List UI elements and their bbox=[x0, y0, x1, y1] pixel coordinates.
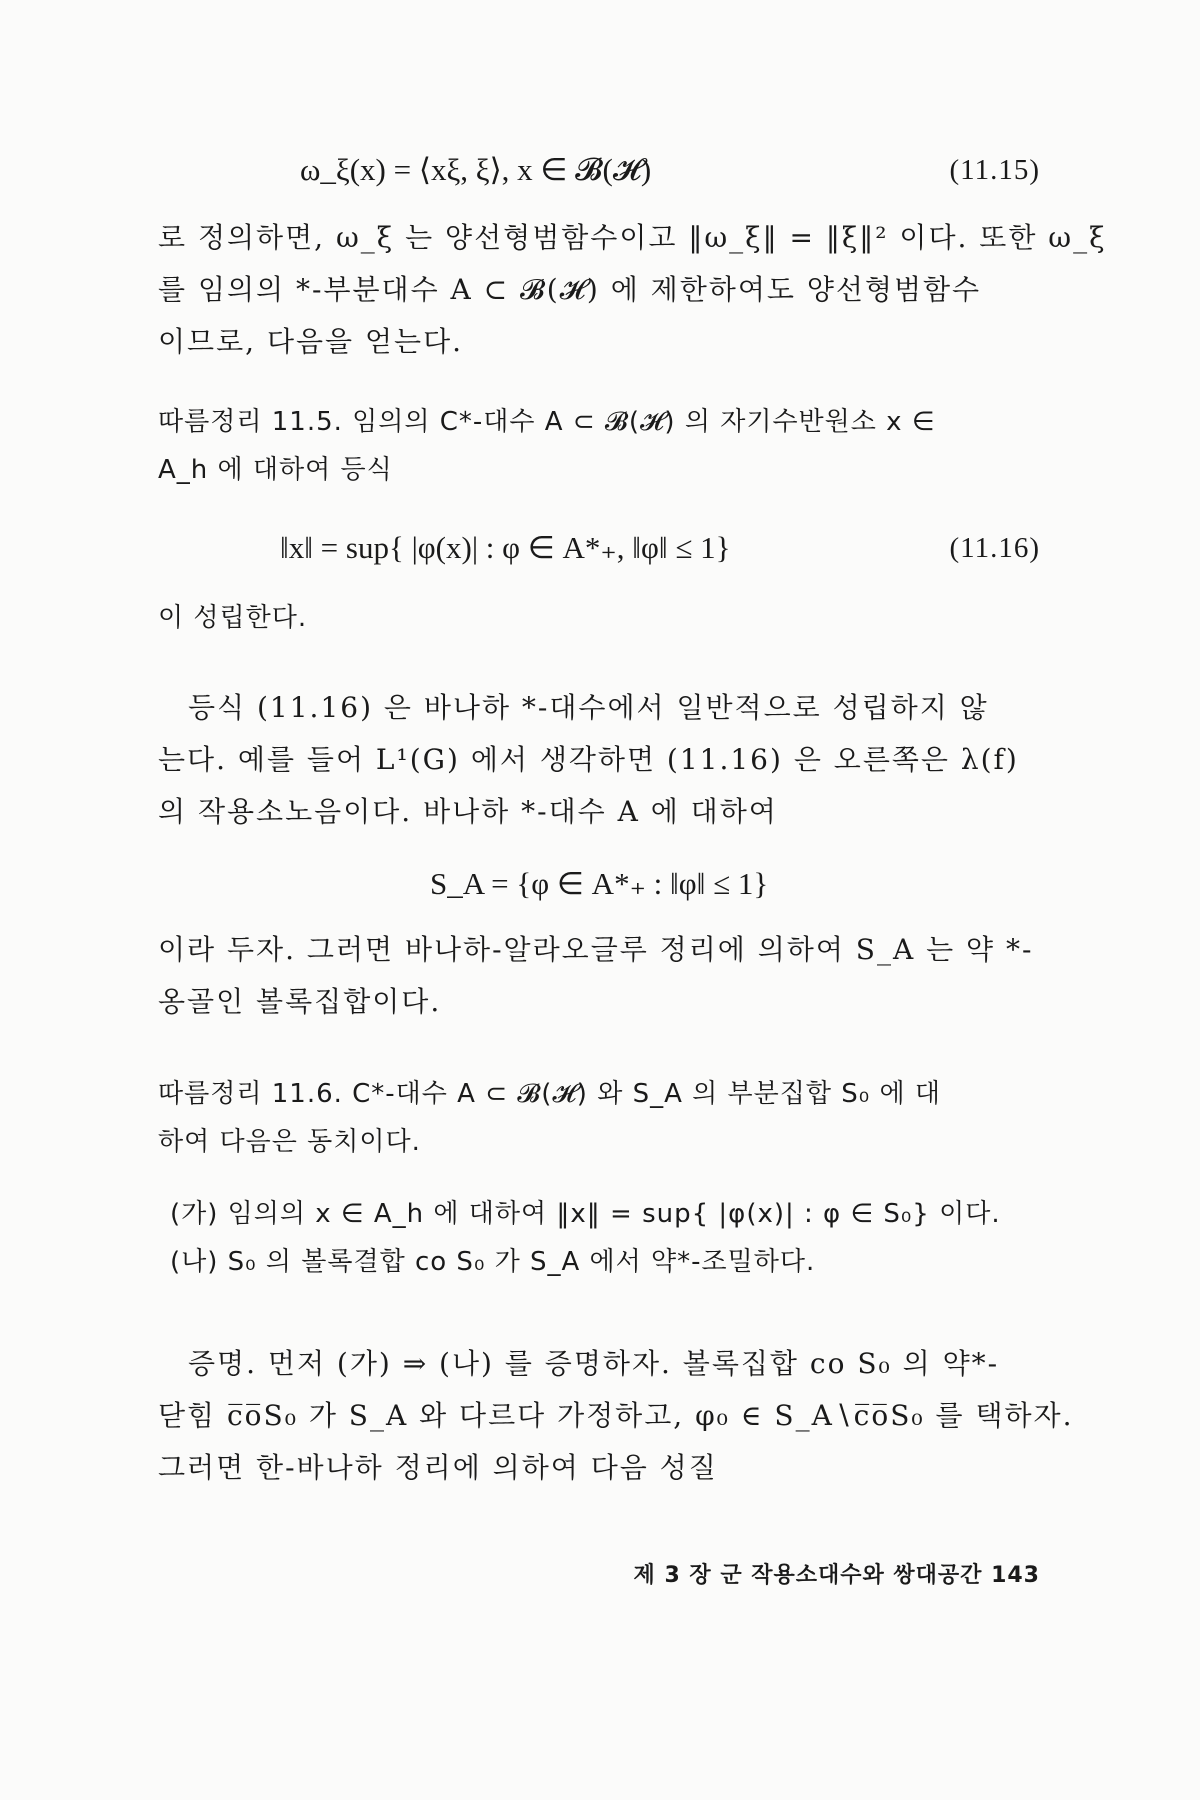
text-line: 옹골인 볼록집합이다. bbox=[158, 985, 442, 1018]
equation-number: (11.15) bbox=[949, 154, 1040, 186]
text-line: 이 성립한다. bbox=[158, 603, 308, 633]
corollary-11-6 bbox=[158, 1070, 1038, 1166]
corollary-line: 하여 다음은 동치이다. bbox=[158, 1127, 421, 1157]
text-line: 로 정의하면, ω_ξ 는 양선형범함수이고 ‖ω_ξ‖ = ‖ξ‖² 이다. 또한 ω_ξ bbox=[158, 221, 1107, 254]
text-line: 는다. 예를 들어 L¹(G) 에서 생각하면 (11.16) 은 오른쪽은 λ(f) bbox=[158, 743, 1019, 776]
equation-body: ω_ξ(x) = ⟨xξ, ξ⟩, x ∈ 𝓑(𝓗) bbox=[300, 152, 652, 187]
text-line: 닫힘 c̅o̅S₀ 가 S_A 와 다르다 가정하고, φ₀ ∈ S_A∖c̅o̅S₀ 를 택하자. bbox=[158, 1399, 1074, 1432]
equation-body: S_A = {φ ∈ A*₊ : ‖φ‖ ≤ 1} bbox=[430, 866, 769, 901]
corollary-line: 따름정리 11.5. 임의의 C*-대수 A ⊂ 𝓑(𝓗) 의 자기수반원소 x ∈ bbox=[158, 407, 936, 437]
equation-11-16 bbox=[160, 530, 1040, 566]
corollary-line: 따름정리 11.6. C*-대수 A ⊂ 𝓑(𝓗) 와 S_A 의 부분집합 S₀ 에 대 bbox=[158, 1079, 941, 1109]
text-line: 의 작용소노음이다. 바나하 *-대수 A 에 대하여 bbox=[158, 795, 778, 828]
text-line: 이므로, 다음을 얻는다. bbox=[158, 325, 464, 358]
list-item: (나) S₀ 의 볼록결합 co S₀ 가 S_A 에서 약*-조밀하다. bbox=[170, 1247, 816, 1277]
text-line: 증명. 먼저 (가) ⇒ (나) 를 증명하자. 볼록집합 co S₀ 의 약*- bbox=[188, 1347, 1000, 1380]
equation-11-15 bbox=[160, 152, 1040, 189]
text-line: 를 임의의 *-부분대수 A ⊂ 𝓑(𝓗) 에 제한하여도 양선형범함수 bbox=[158, 273, 982, 306]
equation-number: (11.16) bbox=[949, 531, 1040, 564]
list-item: (가) 임의의 x ∈ A_h 에 대하여 ‖x‖ = sup{ |φ(x)| : φ ∈ S₀} 이다. bbox=[170, 1199, 1001, 1229]
corollary-11-6-items bbox=[170, 1190, 1050, 1286]
paragraph-alaoglu bbox=[158, 924, 1038, 1028]
equation-body: ‖x‖ = sup{ |φ(x)| : φ ∈ A*₊, ‖φ‖ ≤ 1} bbox=[280, 530, 731, 565]
text-line: 그러면 한-바나하 정리에 의하여 다음 성질 bbox=[158, 1451, 718, 1484]
equation-state-space bbox=[160, 866, 1040, 902]
paragraph-remark bbox=[158, 682, 1038, 838]
running-footer: 제 3 장 군 작용소대수와 쌍대공간 143 bbox=[633, 1563, 1040, 1588]
proof bbox=[158, 1338, 1074, 1494]
paragraph-definition bbox=[158, 212, 1107, 368]
corollary-line: A_h 에 대하여 등식 bbox=[158, 455, 393, 485]
text-line: 이라 두자. 그러면 바나하-알라오글루 정리에 의하여 S_A 는 약 *- bbox=[158, 933, 1034, 966]
corollary-11-5 bbox=[158, 398, 1038, 494]
text-line: 등식 (11.16) 은 바나하 *-대수에서 일반적으로 성립하지 않 bbox=[188, 691, 989, 724]
corollary-11-5-end bbox=[158, 594, 1038, 642]
